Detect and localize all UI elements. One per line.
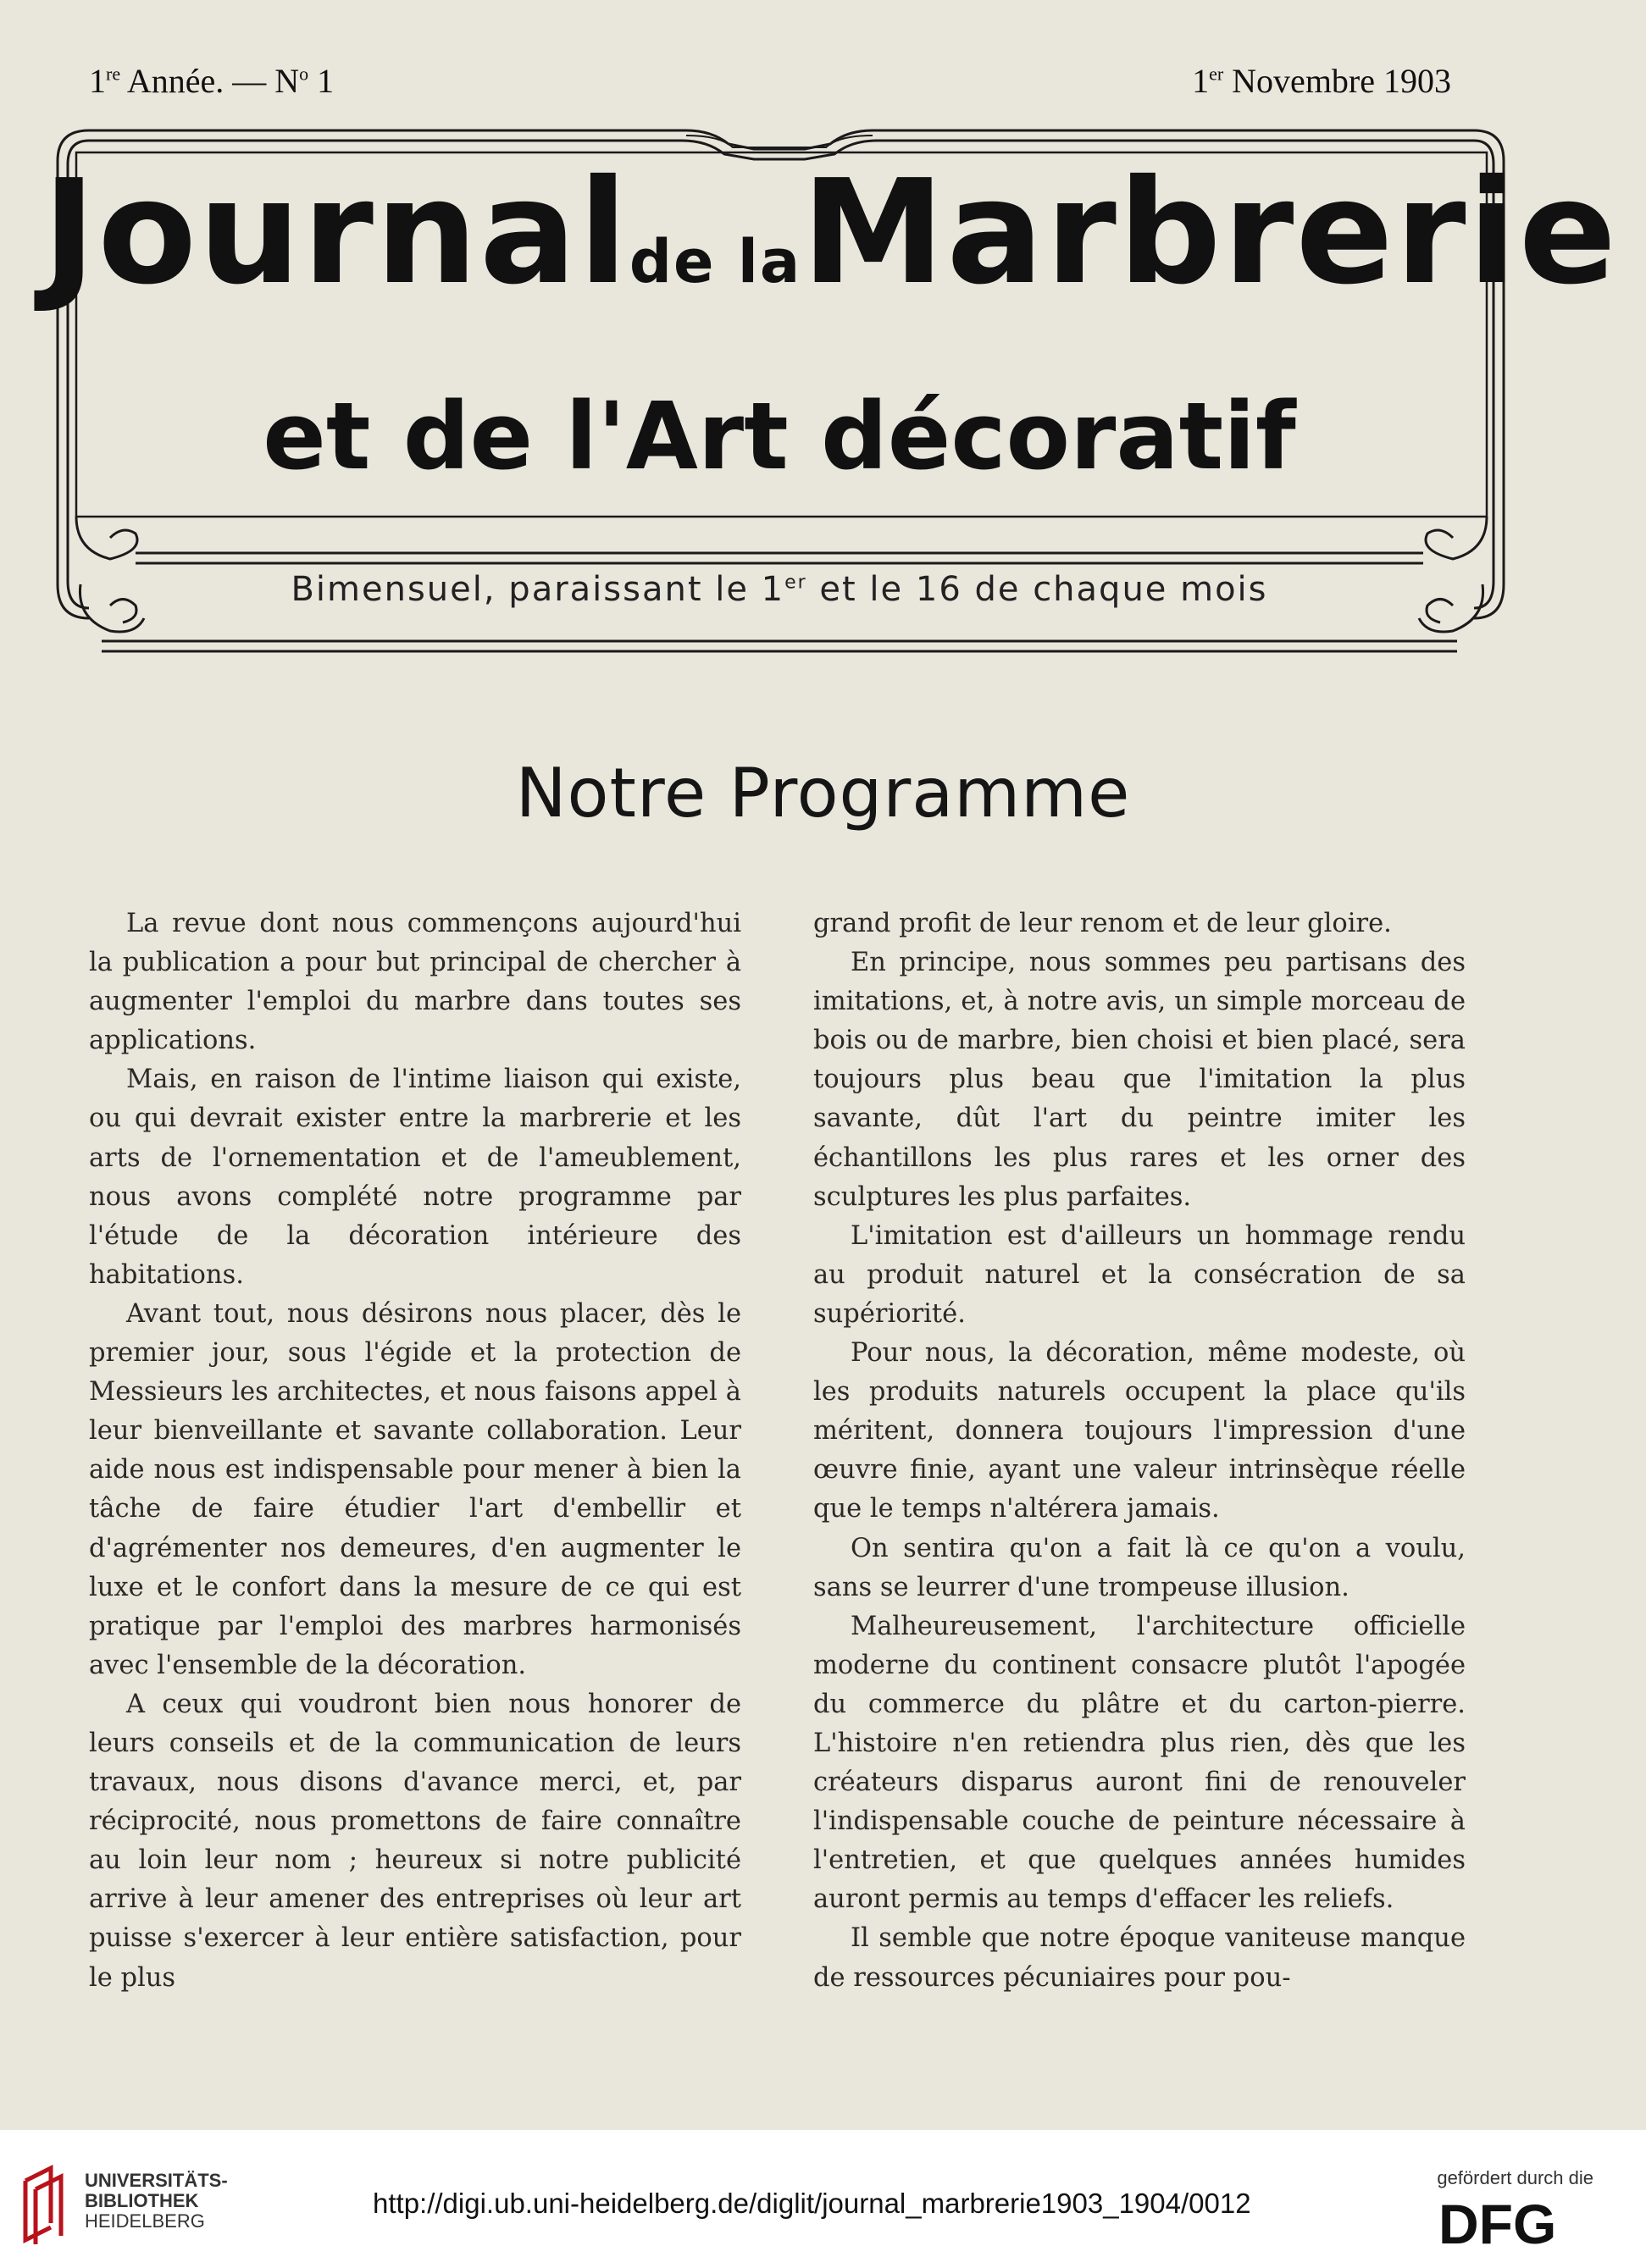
paragraph: L'imitation est d'ailleurs un hommage rendu au produit naturel et la consécration de sa supériorité. — [813, 1220, 1466, 1329]
paragraph: En principe, nous sommes peu partisans des imitations, et, à notre avis, un simple morceau de bois ou de marbre, bien choisi et bien placé, sera toujours plus beau que l'imitation la plus savante, dût l'art du peintre imiter les échantillons les plus rares et les orner des sculptures les plus parfaites. — [813, 948, 1466, 1212]
article-column-left — [89, 904, 741, 1998]
paragraph: Malheureusement, l'architecture officielle moderne du continent consacre plutôt l'apogée du commerce du plâtre et du carton-pierre. L'histoire n'en retiendra plus rien, dès que les créateurs disparus auront fini de renouveler l'indispensable couche de peinture nécessaire à l'entretien, et que quelques années humides auront permis au temps d'effacer les reliefs. — [813, 1611, 1466, 1915]
dfg-logo-icon — [1438, 2198, 1599, 2249]
issue-date: 1er Novembre 1903 — [1192, 62, 1451, 100]
journal-subtitle: et de l'Art décoratif — [263, 382, 1296, 490]
journal-title: Journalde laMarbrerie — [42, 149, 1619, 317]
masthead — [42, 110, 1619, 665]
article-column-right — [813, 904, 1466, 1998]
article-heading: Notre Programme — [515, 754, 1131, 833]
paragraph: La revue dont nous commençons aujourd'hui la publication a pour but principal de chercher à augmenter l'emploi du marbre dans toutes ses applications. — [89, 909, 741, 1056]
funded-by-label: gefördert durch die — [1437, 2167, 1593, 2188]
paragraph: Pour nous, la décoration, même modeste, où les produits naturels occupent la place qu'ils méritent, donnera toujours l'impression d'une œuvre finie, ayant une valeur intrinsèque réelle que le temps n'altérera jamais. — [813, 1338, 1466, 1524]
paragraph: Mais, en raison de l'intime liaison qui existe, ou qui devrait exister entre la marbrerie et les arts de l'ornementation et de l'ameublement, nous avons complété notre programme par l'étude de la décoration intérieure des habitations. — [89, 1065, 741, 1290]
issue-number: 1re Année. — $N^o$ 1 — [89, 62, 335, 100]
issue-line — [89, 53, 1451, 112]
svg-text:DFG: DFG — [1438, 2198, 1557, 2249]
paragraph: A ceux qui voudront bien nous honorer de leurs conseils et de la communication de leurs travaux, nous disons d'avance merci, et, par réciprocité, nous promettons de faire connaître au loin leur nom ; heureux si notre publicité arrive à leur amener des entreprises où leur art puisse s'exercer à leur entière satisfaction, pour le plus — [89, 1689, 741, 1993]
paragraph: Il semble que notre époque vaniteuse manque de ressources pécuniaires pour pou- — [813, 1923, 1466, 1993]
paragraph: Avant tout, nous désirons nous placer, dès le premier jour, sous l'égide et la protection de Messieurs les architectes, et nous faisons appel à leur bienveillante et savante collaboration. Leur aide nous est indispensable pour mener à bien la tâche de faire étudier l'art d'embellir et d'agrémenter nos demeures, d'en augmenter le luxe et le confort dans la mesure de ce qui est pratique par l'emploi des marbres harmonisés avec l'ensemble de la décoration. — [89, 1298, 741, 1680]
digitization-footer — [0, 2130, 1646, 2268]
university-library-logo-icon — [17, 2164, 73, 2245]
publication-tagline: Bimensuel, paraissant le 1er et le 16 de chaque mois — [291, 570, 1268, 609]
paragraph-continuation: grand profit de leur renom et de leur gloire. — [813, 909, 1392, 938]
source-url[interactable]: http://digi.ub.uni-heidelberg.de/diglit/journal_marbrerie1903_1904/0012 — [373, 2188, 1251, 2219]
paragraph: On sentira qu'on a fait là ce qu'on a voulu, sans se leurrer d'une trompeuse illusion. — [813, 1533, 1466, 1602]
library-name: UNIVERSITÄTS- BIBLIOTHEK HEIDELBERG — [85, 2170, 228, 2232]
